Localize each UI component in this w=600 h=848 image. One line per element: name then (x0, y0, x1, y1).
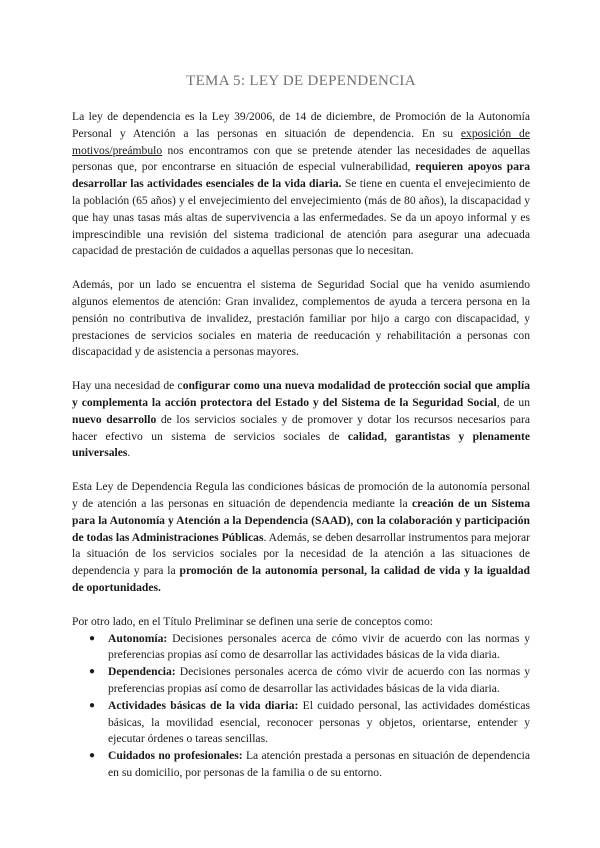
paragraph-social-security: Además, por un lado se encuentra el sistema de Seguridad Social que ha venido asumiendo algunos elementos de atención: Gran invalidez, complementos de ayuda a tercera persona en la pensión no contributiva de invalidez, prestación familiar por hijo a cargo con discapacidad, y prestaciones de servicios sociales en materia de reeducación y rehabilitación a personas con discapacidad y de asistencia a personas mayores. (72, 278, 530, 359)
concept-term: Cuidados no profesionales: (108, 749, 243, 763)
bullet-icon: ● (89, 699, 96, 711)
text-run: . Además, se deben desarrollar instrumentos para mejorar la situación de los servicios sociales por la necesidad de la atención a las situaciones de dependencia y para la (72, 530, 530, 578)
bullet-icon: ● (89, 666, 96, 678)
concept-definition: Decisiones personales acerca de cómo vivir de acuerdo con las normas y preferencias propias así como de desarrollar las actividades básicas de la vida diaria. (108, 631, 530, 662)
bold-text: calidad, garantistas y plenamente universales (72, 429, 530, 460)
bold-text: creación de un Sistema para la Autonomía y Atención a la Dependencia (SAAD), con la colaboración y participación de todas las Administraciones Públicas (72, 496, 531, 544)
concepts-list (72, 631, 530, 782)
text-run: Se tiene en cuenta el envejecimiento de la población (65 años) y el envejecimiento del envejecimiento (más de 80 años), la discapacidad y que hay unas tasas más altas de supervivencia a las enfermedades. Se da un apoyo informal y es imprescindible una revisión del sistema tradicional de atención para asegurar una adecuada capacidad de prestación de cuidados a aquellas personas que lo necesitan. (72, 177, 530, 258)
paragraph-regulation (72, 479, 530, 597)
text-run: , de un (496, 395, 530, 409)
list-item (89, 664, 530, 698)
list-item (89, 748, 530, 782)
concept-term: Actividades básicas de la vida diaria: (108, 698, 299, 712)
text-run: Hay una necesidad de c (72, 379, 183, 393)
underlined-text: exposición de motivos/preámbulo (72, 126, 530, 157)
paragraph-necessity (72, 378, 530, 462)
list-item (89, 698, 530, 748)
concept-term: Autonomía: (108, 631, 168, 645)
text-run: de los servicios sociales y de promover y dotar los recursos necesarios para hacer efectivo un sistema de servicios sociales de (72, 412, 531, 443)
text-run: Esta Ley de Dependencia Regula las condiciones básicas de promoción de la autonomía personal y de atención a las personas en situación de dependencia mediante la (72, 480, 530, 510)
paragraph-intro (72, 109, 530, 260)
bold-text: promoción de la autonomía personal, la calidad de vida y la igualdad de oportunidades. (72, 564, 530, 594)
bullet-icon: ● (89, 632, 96, 644)
concept-term: Dependencia: (108, 665, 176, 679)
bold-text: nuevo desarrollo (72, 412, 157, 426)
list-item (89, 631, 530, 665)
concept-definition: La atención prestada a personas en situación de dependencia en su domicilio, por personas de la familia o de su entorno. (108, 749, 530, 779)
page-title: TEMA 5: LEY DE DEPENDENCIA (186, 73, 416, 89)
text-run: . (127, 446, 131, 460)
bold-text: requieren apoyos para desarrollar las actividades esenciales de la vida diaria. (72, 160, 530, 191)
concept-definition: Decisiones personales acerca de cómo vivir de acuerdo con las normas y preferencias propias así como de desarrollar las actividades básicas de la vida diaria. (108, 665, 530, 695)
text-run: La ley de dependencia es la Ley 39/2006, de 14 de diciembre, de Promoción de la Autonomía Personal y Atención a las personas en situación de dependencia. En su (72, 110, 530, 140)
bold-text: onfigurar como una nueva modalidad de protección social que amplía y complementa la acción protectora del Estado y del Sistema de la Seguridad Social (72, 379, 530, 409)
concept-definition: El cuidado personal, las actividades domésticas básicas, la movilidad esencial, reconocer personas y objetos, orientarse, entender y ejecutar órdenes o tareas sencillas. (108, 698, 530, 746)
text-run: nos encontramos con que se pretende atender las necesidades de aquellas personas que, por encontrarse en situación de especial vulnerabilidad, (72, 143, 530, 174)
bullet-icon: ● (89, 750, 96, 762)
paragraph-concepts-intro: Por otro lado, en el Título Preliminar se definen una serie de conceptos como: (72, 614, 434, 628)
